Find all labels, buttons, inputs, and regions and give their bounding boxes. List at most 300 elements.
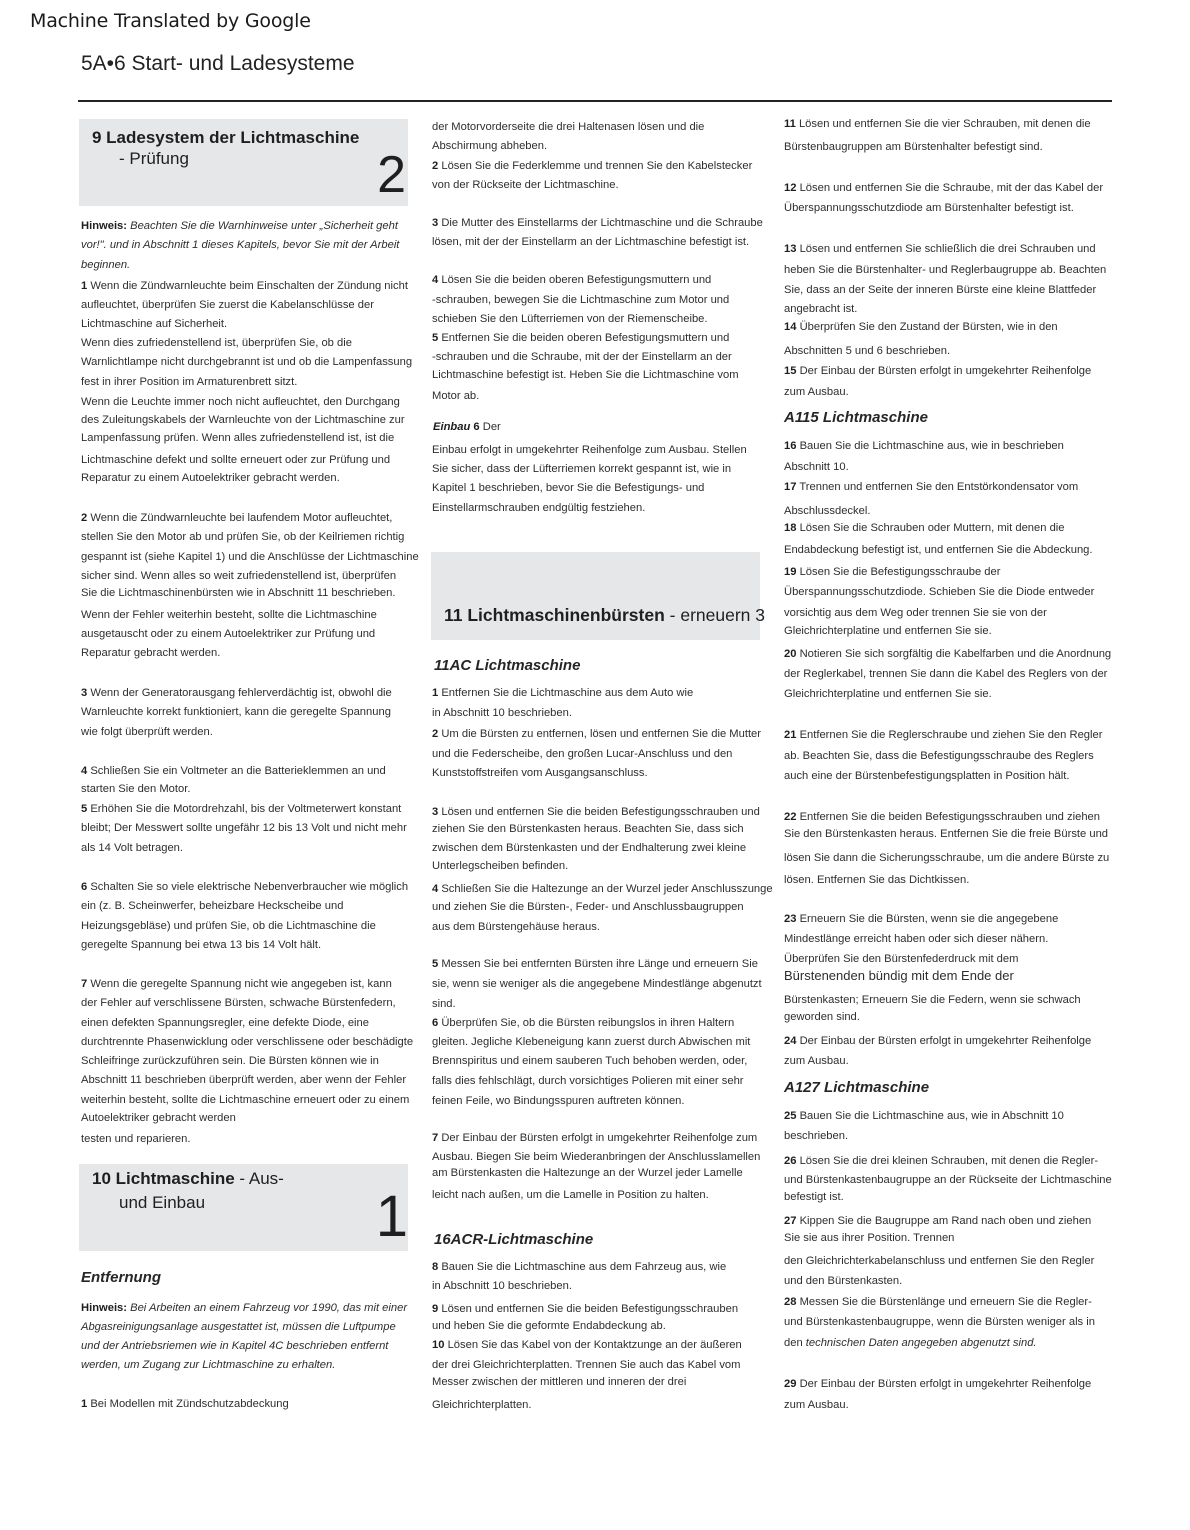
text-line [432,1052,747,1071]
text-line [81,1109,236,1128]
step-number: 16 [784,440,797,452]
step-text: Gleichrichterplatine und entfernen Sie sie. [784,688,992,700]
step-text: Brennspiritus und einem sauberen Tuch behoben werden, oder, [432,1055,748,1067]
step-text: Der Einbau der Bürsten erfolgt in umgekehrter Reihenfolge [799,365,1092,377]
section-10-note-line [81,1318,396,1337]
step-text: Um die Bürsten zu entfernen, lösen und entfernen Sie die Mutter [441,728,761,740]
text-line [784,383,849,402]
step-number: 7 [432,1132,439,1144]
step-number: 6 [473,421,480,433]
step-line [784,563,1000,582]
step-text: den Gleichrichterkabelanschluss und entfernen Sie den Regler [784,1255,1095,1267]
step-number: 4 [432,274,439,286]
step-number: 14 [784,321,797,333]
text-line [81,1052,379,1071]
text-line [432,1373,686,1392]
step-text: Überprüfen Sie den Zustand der Bürsten, wie in den [799,321,1058,333]
step-text: Mindestlänge erreicht haben oder sich dieser nähern. [784,933,1049,945]
text-line [81,625,375,644]
step-text: vorsichtig aus dem Weg oder trennen Sie sie von der [784,607,1047,619]
section-10-title-rest: - Aus- [239,1169,284,1188]
text-line [432,1317,666,1336]
note-text: und der Antriebsriemen wie in Kapitel 4C beschrieben entfernt [81,1340,389,1352]
step-number: 25 [784,1110,797,1122]
step-text: ein (z. B. Scheinwerfer, beheizbare Heckscheibe und [81,900,344,912]
step-text: lösen. Entfernen Sie das Dichtkissen. [784,874,970,886]
section-11-title-bold: 11 Lichtmaschinenbürsten [444,605,665,625]
step-number: 27 [784,1215,797,1227]
step-number: 10 [432,1339,445,1351]
step-text: feinen Feile, wo Bindungsspuren auftreten können. [432,1095,685,1107]
text-line [81,897,343,916]
note-text: vor!". und in Abschnitt 1 dieses Kapitels, bevor Sie mit der Arbeit [81,239,400,251]
text-line [81,819,407,838]
text-line [784,1008,860,1027]
step-text: als 14 Volt betragen. [81,842,184,854]
step-number: 1 [81,280,88,292]
step-text: zum Ausbau. [784,1399,849,1411]
step-number: 23 [784,913,797,925]
text-line [432,310,708,329]
note-label: Hinweis: [81,220,128,232]
step-text: Überprüfen Sie, ob die Bürsten reibungslos in ihren Haltern [441,1017,735,1029]
section-10-note-line [81,1299,407,1318]
step-line [81,878,408,897]
section-10-step-1 [81,1395,289,1414]
step-line [784,1032,1091,1051]
step-line [432,1336,742,1355]
step-line [784,1375,1091,1394]
step-text: Bauen Sie die Lichtmaschine aus dem Fahrzeug aus, wie [441,1261,727,1273]
step-number: 11 [784,118,796,130]
text-line [784,849,1109,868]
section-9-header [79,119,408,206]
step-number: 4 [81,765,88,777]
step-text: in Abschnitt 10 beschrieben. [432,1280,572,1292]
step-text: -schrauben, bewegen Sie die Lichtmaschine zum Motor und [432,294,730,306]
section-9-note-line [81,236,399,255]
header-rule [78,100,1112,102]
step-line [784,910,1058,929]
step-text: gleiten. Jegliche Klebeneigung kann zuerst durch Abwischen mit [432,1036,751,1048]
text-line [784,342,950,361]
step-line [432,1014,734,1033]
text-line [784,300,857,319]
step-text: Lösen Sie die Federklemme und trennen Sie den Kabelstecker [441,160,753,172]
text-line [81,936,321,955]
text-line [432,975,762,994]
step-line [432,1129,757,1148]
step-number: 1 [432,687,439,699]
step-line [784,726,1102,745]
text-line [784,767,1069,786]
step-text: befestigt ist. [784,1191,844,1203]
step-number: 3 [81,687,88,699]
step-text: des Zuleitungskabels der Warnleuchte von der Lichtmaschine zur [81,414,405,426]
text-line [784,1252,1094,1271]
step-text: und Bürstenkastenbaugruppe an der Rückseite der Lichtmaschine [784,1174,1112,1186]
step-text: Lösen und entfernen Sie die beiden Befestigungsschrauben und [441,806,760,818]
text-line [81,469,340,488]
text-line [432,233,749,252]
italic-text: technischen Daten angegeben abgenutzt sind. [805,1337,1037,1349]
step-line [432,214,763,233]
step-text: Wenn die Zündwarnleuchte beim Einschalten der Zündung nicht [90,280,408,292]
step-text: den [784,1337,803,1349]
step-text: wie folgt überprüft werden. [81,726,213,738]
step-text: der Fehler auf verschlissene Bürsten, schwache Bürstenfedern, [81,997,396,1009]
step-number: 6 [432,1017,439,1029]
text-line [432,764,648,783]
text-line [81,839,183,858]
step-line [432,684,693,703]
step-line [784,1152,1098,1171]
text-line [432,995,456,1014]
install-line [433,418,501,437]
step-number: 2 [432,728,439,740]
step-text: schieben Sie den Lüfterriemen von der Riemenscheibe. [432,313,708,325]
step-text: lösen Sie dann die Sicherungsschraube, um die andere Bürste zu [784,852,1110,864]
step-number: 24 [784,1035,797,1047]
step-text: Sie die Lichtmaschinenbürsten wie in Abschnitt 11 beschrieben. [81,587,396,599]
step-text: geregelte Spannung bei etwa 13 bis 14 Volt hält. [81,939,322,951]
step-text: heben Sie die Bürstenhalter- und Reglerbaugruppe ab. Beachten [784,264,1107,276]
text-line [784,1127,848,1146]
text-line [81,994,396,1013]
step-text: Trennen und entfernen Sie den Entstörkondensator vom [799,481,1079,493]
text-line [784,1396,849,1415]
step-text: stellen Sie den Motor ab und prüfen Sie, ob der Keilriemen richtig [81,531,405,543]
step-text: Wenn die Zündwarnleuchte bei laufendem Motor aufleuchtet, [90,512,393,524]
section-10-note-line [81,1356,335,1375]
text-line [784,685,992,704]
text-line [81,1130,190,1149]
section-9-note-line [81,256,130,275]
step-text: Überspannungsschutzdiode am Bürstenhalter befestigt ist. [784,202,1074,214]
step-text: Lösen und entfernen Sie die Schraube, mit der das Kabel der [799,182,1104,194]
step-text: ziehen Sie den Bürstenkasten heraus. Beachten Sie, dass sich [432,823,744,835]
text-line [784,604,1047,623]
step-number: 5 [432,332,439,344]
step-number: 20 [784,648,797,660]
text-line [784,966,1014,985]
step-number: 5 [432,958,439,970]
step-text: gespannt ist (siehe Kapitel 1) und die Anschlüsse der Lichtmaschine [81,551,419,563]
step-number: 4 [432,883,439,895]
subheading-16acr: 16ACR-Lichtmaschine [434,1231,594,1248]
section-11-title-rest: - erneuern 3 [669,605,765,625]
text-line [81,429,394,448]
step-text: Gleichrichterplatine und entfernen Sie sie. [784,625,992,637]
text-line [81,723,213,742]
text-line [784,583,1094,602]
text-line [81,353,412,372]
step-text: Schalten Sie so viele elektrische Nebenverbraucher wie möglich [90,881,409,893]
install-label: Einbau [433,421,471,433]
step-text: und den Bürstenkasten. [784,1275,903,1287]
text-line [784,199,1074,218]
step-line [81,975,392,994]
step-text: und Bürstenkastenbaugruppe, wenn die Bürsten weniger als in [784,1316,1095,1328]
step-number: 2 [81,512,88,524]
text-line [432,1092,685,1111]
text-line [784,665,1107,684]
step-text: Wenn der Fehler weiterhin besteht, sollte die Lichtmaschine [81,609,377,621]
text-line [784,138,1043,157]
step-text: Warnlichtlampe nicht durchgebrannt ist und ob die Lampenfassung [81,356,413,368]
section-10-difficulty: 1 [375,1184,408,1249]
step-line [432,955,758,974]
step-text: einen defekten Spannungsregler, eine defekte Diode, eine [81,1017,369,1029]
step-number: 29 [784,1378,797,1390]
step-number: 5 [81,803,88,815]
step-line [432,1258,726,1277]
install-text: Kapitel 1 beschrieben, bevor Sie die Befestigungs- und [432,482,705,494]
section-10-title [92,1168,284,1189]
text-line [784,871,969,890]
text-line [81,528,404,547]
step-text: zum Ausbau. [784,1055,849,1067]
step-line [784,1293,1092,1312]
step-text: in Abschnitt 10 beschrieben. [432,707,572,719]
step-line [784,478,1078,497]
step-line [81,684,392,703]
step-text: der Reglerkabel, trennen Sie dann die Kabel des Reglers von der [784,668,1108,680]
step-text: Warnleuchte korrekt funktioniert, kann die geregelte Spannung [81,706,391,718]
step-number: 18 [784,522,797,534]
text-line [432,348,732,367]
step-text: Gleichrichterplatten. [432,1399,532,1411]
step-text: Motor ab. [432,390,480,402]
step-text: aufleuchtet, überprüfen Sie zuerst die Kabelanschlüsse der [81,299,374,311]
text-line [81,1014,369,1033]
step-text: Wenn die geregelte Spannung nicht wie angegeben ist, kann [90,978,392,990]
step-number: 7 [81,978,88,990]
step-line [784,240,1096,259]
step-line [81,762,386,781]
text-line [432,387,479,406]
text-line [432,176,619,195]
section-10-title-bold: 10 Lichtmaschine [92,1169,235,1188]
step-number: 6 [81,881,88,893]
step-text: Schließen Sie ein Voltmeter an die Batterieklemmen an und [90,765,386,777]
step-number: 9 [432,1303,439,1315]
step-line [784,645,1111,664]
text-line [81,780,190,799]
text-line [81,584,395,603]
step-text: am Bürstenkasten die Haltezunge an der Wurzel jeder Lamelle [432,1167,743,1179]
step-text: Schließen Sie die Haltezunge an der Wurzel jeder Anschlusszunge [441,883,773,895]
section-9-title [92,127,359,148]
step-text: Wenn dies zufriedenstellend ist, überprüfen Sie, ob die [81,337,352,349]
step-text: Reparatur gebracht werden. [81,647,221,659]
text-line [784,930,1048,949]
step-text: Erhöhen Sie die Motordrehzahl, bis der Voltmeterwert konstant [90,803,402,815]
step-text: und die Federscheibe, den großen Lucar-Anschluss und den [432,748,733,760]
section-9-title-bold: 9 Ladesystem der Lichtmaschine [92,128,360,147]
step-text: Abschlussdeckel. [784,505,871,517]
text-line [81,917,376,936]
step-text: Abschnitt 10. [784,461,849,473]
step-text: Lösen Sie die Schrauben oder Muttern, mit denen die [799,522,1065,534]
step-text: Überspannungsschutzdiode. Schieben Sie die Diode entweder [784,586,1095,598]
step-text: Wenn der Generatorausgang fehlerverdächtig ist, obwohl die [90,687,392,699]
step-line [784,362,1091,381]
step-line [81,509,392,528]
text-line [432,1277,572,1296]
step-text: von der Rückseite der Lichtmaschine. [432,179,619,191]
text-line [81,411,405,430]
step-text: ab. Beachten Sie, dass die Befestigungsschraube des Reglers [784,750,1094,762]
step-text: fest in ihrer Position im Armaturenbrett sitzt. [81,376,298,388]
text-line [432,366,739,385]
text-line [784,458,849,477]
removal-heading: Entfernung [81,1269,161,1286]
step-line [432,157,752,176]
text-line [432,291,729,310]
step-text: angebracht ist. [784,303,858,315]
step-text: Sie den Bürstenkasten heraus. Entfernen Sie die freie Bürste und [784,828,1109,840]
note-text: Beachten Sie die Warnhinweise unter „Sicherheit geht [130,220,398,232]
step-text: Lampenfassung prüfen. Wenn alles zufriedenstellend ist, ist die [81,432,395,444]
text-line [81,315,227,334]
step-text: Bei Modellen mit Zündschutzabdeckung [90,1398,289,1410]
step-line [784,519,1065,538]
step-text: geworden sind. [784,1011,860,1023]
text-line [432,118,704,137]
step-number: 12 [784,182,797,194]
text-line [432,918,600,937]
text-line [432,745,732,764]
text-line [432,1072,744,1091]
text-line [432,1164,743,1183]
text-line [784,1313,1095,1332]
step-text: Messer zwischen der mittleren und inneren der drei [432,1376,687,1388]
text-line [81,334,352,353]
step-line [81,277,408,296]
step-text: Lösen Sie die beiden oberen Befestigungsmuttern und [441,274,712,286]
text-line [784,825,1108,844]
step-text: Bürstenbaugruppen am Bürstenhalter befestigt sind. [784,141,1043,153]
section-9-difficulty: 2 [377,146,406,204]
text-line [432,137,547,156]
install-text: Sie sicher, dass der Lüfterriemen korrekt gespannt ist, wie in [432,463,732,475]
step-text: weiterhin besteht, sollte die Lichtmaschine erneuert oder zu einem [81,1094,410,1106]
step-text: Autoelektriker gebracht werden [81,1112,236,1124]
step-text: sie, wenn sie weniger als die angegebene Mindestlänge abgenutzt [432,978,762,990]
step-number: 2 [432,160,439,172]
step-text: bleibt; Der Messwert sollte ungefähr 12 bis 13 Volt und nicht mehr [81,822,407,834]
step-text: zwischen dem Bürstenkasten und der Endhalterung zwei kleine [432,842,747,854]
subheading-a127: A127 Lichtmaschine [784,1079,930,1096]
text-line [81,644,220,663]
step-text: sicher sind. Wenn alles so weit zufriedenstellend ist, überprüfen [81,570,397,582]
page-header: 5A•6 Start- und Ladesysteme [81,52,355,75]
section-11-title [444,605,765,626]
step-text: und heben Sie die geformte Endabdeckung ab. [432,1320,666,1332]
step-number: 15 [784,365,797,377]
step-text: leicht nach außen, um die Lamelle in Position zu halten. [432,1189,709,1201]
text-line [81,451,390,470]
text-line [432,857,568,876]
text-line [784,1229,954,1248]
step-line [784,115,1091,134]
text-line [432,898,744,917]
step-text: Ausbau. Biegen Sie beim Wiederanbringen der Anschlusslamellen [432,1151,761,1163]
step-text: Entfernen Sie die Reglerschraube und ziehen Sie den Regler [799,729,1103,741]
step-text: Lichtmaschine auf Sicherheit. [81,318,228,330]
note-text: werden, um Zugang zur Lichtmaschine zu erhalten. [81,1359,336,1371]
note-label: Hinweis: [81,1302,128,1314]
text-line [81,606,377,625]
step-number: 17 [784,481,797,493]
note-text: Bei Arbeiten an einem Fahrzeug vor 1990, das mit einer [130,1302,408,1314]
step-line [432,329,729,348]
step-number: 8 [432,1261,439,1273]
text-line [432,839,746,858]
text-line [784,261,1106,280]
step-text: Entfernen Sie die beiden oberen Befestigungsmuttern und [441,332,730,344]
step-line [432,725,761,744]
step-text: Abschirmung abheben. [432,140,548,152]
text-line [81,1033,413,1052]
step-text: aus dem Bürstengehäuse heraus. [432,921,600,933]
step-line [432,271,711,290]
subheading-11ac: 11AC Lichtmaschine [434,657,581,674]
machine-translation-banner: Machine Translated by Google [30,10,311,32]
step-text: Überprüfen Sie den Bürstenfederdruck mit dem [784,953,1019,965]
step-text: Schleifringe zurückzuführen sein. Die Bürsten können wie in [81,1055,379,1067]
step-text: sind. [432,998,456,1010]
step-text: Notieren Sie sich sorgfältig die Kabelfarben und die Anordnung [799,648,1112,660]
step-text: Kippen Sie die Baugruppe am Rand nach oben und ziehen [799,1215,1092,1227]
text-line [784,1188,844,1207]
step-text: Endabdeckung befestigt ist, und entfernen Sie die Abdeckung. [784,544,1093,556]
step-text: Der [482,421,501,433]
step-text: durchtrennte Phasenwicklung oder verschlissene oder beschädigte [81,1036,414,1048]
text-line [432,1396,532,1415]
step-text: Lösen und entfernen Sie schließlich die drei Schrauben und [799,243,1096,255]
step-text: Lösen Sie die drei kleinen Schrauben, mit denen die Regler- [799,1155,1099,1167]
text-line [784,281,1096,300]
step-text: Lösen und entfernen Sie die vier Schrauben, mit denen die [798,118,1091,130]
step-text: und ziehen Sie die Bürsten-, Feder- und Anschlussbaugruppen [432,901,744,913]
text-line [81,548,419,567]
step-text: Lösen und entfernen Sie die beiden Befestigungsschrauben [441,1303,739,1315]
text-line [432,820,744,839]
step-number: 26 [784,1155,797,1167]
step-text: Reparatur zu einem Autoelektriker gebracht werden. [81,472,340,484]
step-line [81,800,401,819]
step-line [784,318,1058,337]
section-10-header [79,1164,408,1251]
step-line [784,1107,1064,1126]
step-number: 22 [784,811,797,823]
step-number: 19 [784,566,797,578]
text-line [784,1334,1037,1353]
text-line [432,704,572,723]
text-line [784,747,1094,766]
step-text: Sie, dass an der Seite der inneren Bürste eine kleine Blattfeder [784,284,1097,296]
step-text: Die Mutter des Einstellarms der Lichtmaschine und die Schraube [441,217,763,229]
step-text: ausgetauscht oder zu einem Autoelektriker zur Prüfung und [81,628,376,640]
step-line [784,437,1064,456]
step-text: Der Einbau der Bürsten erfolgt in umgekehrter Reihenfolge [799,1035,1092,1047]
step-number: 3 [432,806,439,818]
section-11-header [431,552,760,640]
step-text: Entfernen Sie die Lichtmaschine aus dem Auto wie [441,687,694,699]
step-text: Unterlegscheiben befinden. [432,860,569,872]
